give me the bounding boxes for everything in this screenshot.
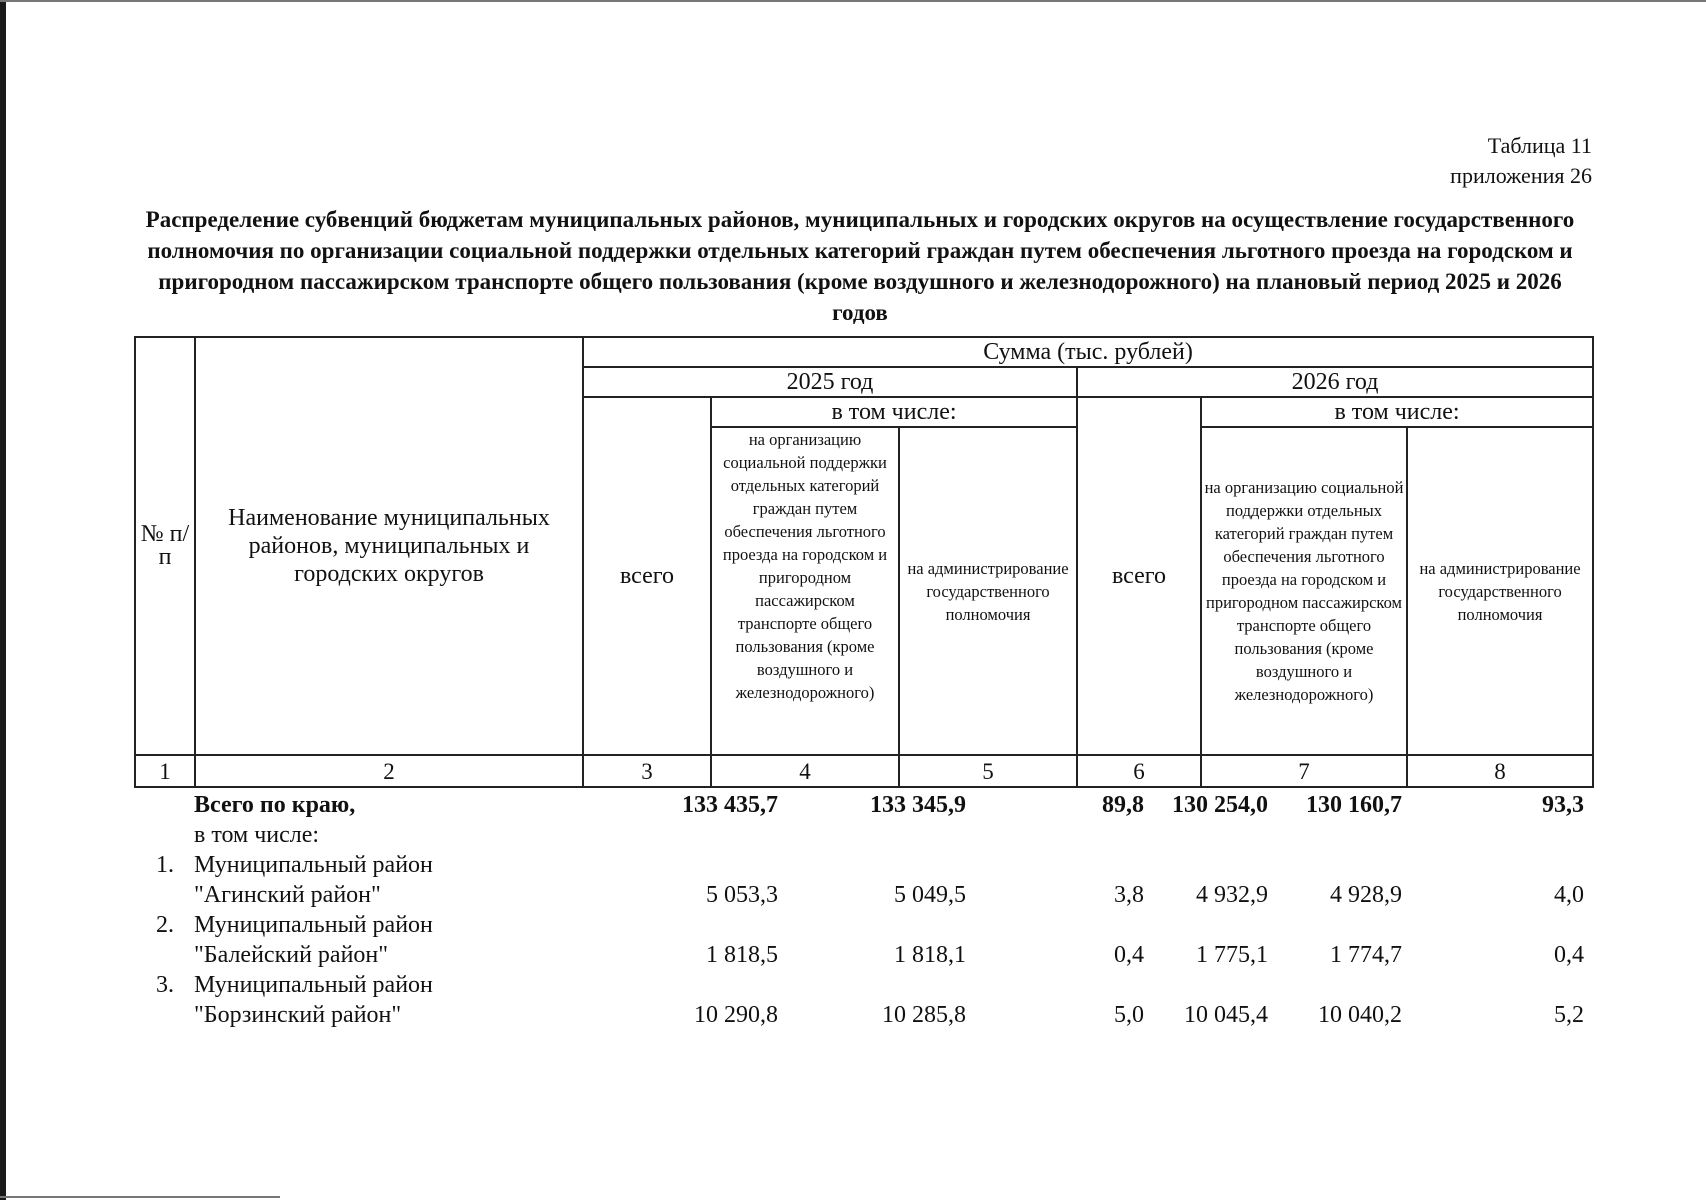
row-value-4: 10 285,8	[882, 1002, 966, 1028]
col-number-8: 8	[1407, 755, 1593, 787]
total-value-4: 133 345,9	[870, 792, 966, 818]
col-number-6: 6	[1077, 755, 1201, 787]
document-title: Распределение субвенций бюджетам муниципальных районов, муниципальных и городских округов на осуществление государственного полномочия по организации социальной поддержки отдельных категорий граждан путем обеспечения льготного проезда на городском и пригородном пассажирском транспорте общего пользования (кроме воздушного и железнодорожного) на плановый период 2025 и 2026 годов	[145, 207, 1575, 325]
table-body	[134, 790, 1592, 1030]
row-number: 2.	[156, 912, 174, 938]
table-row	[134, 850, 1592, 910]
row-value-4: 1 818,1	[894, 942, 966, 968]
row-name-line2: "Балейский район"	[194, 942, 389, 968]
col-header-including-2025: в том числе:	[711, 397, 1077, 427]
col-header-social-2026: на организацию социальной поддержки отдельных категорий граждан путем обеспечения льготного проезда на городском и пригородном пассажирском транспорте общего пользования (кроме воздушного и железнодорожного)	[1201, 427, 1407, 755]
table-row	[134, 910, 1592, 970]
row-value-6: 10 045,4	[1184, 1002, 1268, 1028]
total-value-6: 130 254,0	[1172, 792, 1268, 818]
row-value-3: 5 053,3	[706, 882, 778, 908]
total-value-5: 89,8	[1102, 792, 1144, 818]
col-header-sum: Сумма (тыс. рублей)	[583, 337, 1593, 367]
header-table	[134, 336, 1594, 788]
row-value-7: 4 928,9	[1330, 882, 1402, 908]
col-header-total-2026: всего	[1077, 397, 1201, 755]
row-value-7: 1 774,7	[1330, 942, 1402, 968]
row-value-8: 0,4	[1554, 942, 1584, 968]
col-header-admin-2025: на администрирование государственного полномочия	[899, 427, 1077, 755]
row-value-5: 5,0	[1114, 1002, 1144, 1028]
row-value-5: 0,4	[1114, 942, 1144, 968]
row-number: 3.	[156, 972, 174, 998]
row-value-8: 4,0	[1554, 882, 1584, 908]
col-number-1: 1	[135, 755, 195, 787]
total-sublabel: в том числе:	[194, 822, 320, 848]
appendix-label: приложения 26	[1450, 163, 1592, 188]
scan-edge-left	[0, 0, 6, 1200]
total-label: Всего по краю,	[194, 792, 356, 818]
col-header-total-2025: всего	[583, 397, 711, 755]
row-value-5: 3,8	[1114, 882, 1144, 908]
scan-edge-top	[0, 0, 1706, 2]
row-value-8: 5,2	[1554, 1002, 1584, 1028]
col-number-3: 3	[583, 755, 711, 787]
row-number: 1.	[156, 852, 174, 878]
row-name-line2: "Борзинский район"	[194, 1002, 402, 1028]
row-value-6: 1 775,1	[1196, 942, 1268, 968]
row-value-6: 4 932,9	[1196, 882, 1268, 908]
col-header-admin-2026: на администрирование государственного полномочия	[1407, 427, 1593, 755]
col-number-7: 7	[1201, 755, 1407, 787]
total-value-8: 93,3	[1542, 792, 1584, 818]
row-name-line1: Муниципальный район	[194, 852, 433, 878]
row-value-4: 5 049,5	[894, 882, 966, 908]
col-header-no: № п/п	[135, 337, 195, 755]
col-number-5: 5	[899, 755, 1077, 787]
table-row	[134, 970, 1592, 1030]
col-number-4: 4	[711, 755, 899, 787]
col-header-year-2026: 2026 год	[1077, 367, 1593, 397]
row-name-line1: Муниципальный район	[194, 972, 433, 998]
col-header-year-2025: 2025 год	[583, 367, 1077, 397]
row-value-3: 10 290,8	[694, 1002, 778, 1028]
total-value-7: 130 160,7	[1306, 792, 1402, 818]
col-header-social-2025: на организацию социальной поддержки отдельных категорий граждан путем обеспечения льготного проезда на городском и пригородном пассажирском транспорте общего пользования (кроме воздушного и железнодорожного)	[711, 427, 899, 755]
scan-edge-bottom	[0, 1196, 280, 1198]
table-row-total	[134, 790, 1592, 850]
col-header-name: Наименование муниципальных районов, муниципальных и городских округов	[195, 337, 583, 755]
table-number: Таблица 11	[1487, 133, 1592, 158]
col-number-2: 2	[195, 755, 583, 787]
row-name-line2: "Агинский район"	[194, 882, 381, 908]
row-value-7: 10 040,2	[1318, 1002, 1402, 1028]
row-name-line1: Муниципальный район	[194, 912, 433, 938]
col-header-including-2026: в том числе:	[1201, 397, 1593, 427]
row-value-3: 1 818,5	[706, 942, 778, 968]
total-value-3: 133 435,7	[682, 792, 778, 818]
